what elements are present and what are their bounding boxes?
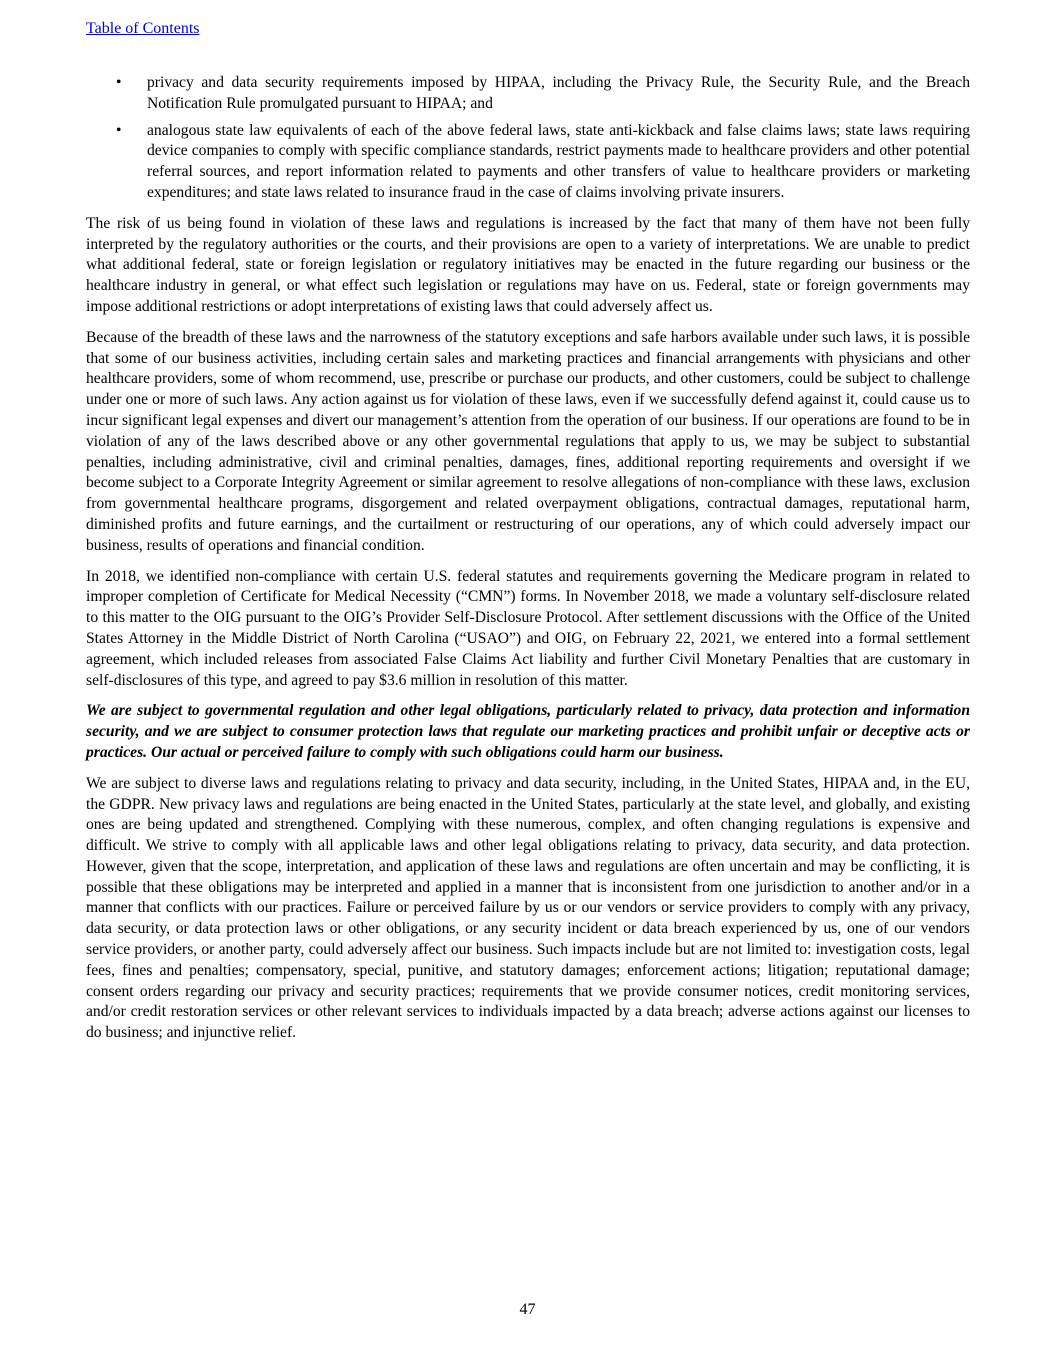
bullet-text: privacy and data security requirements imposed by HIPAA, including the Privacy Rule, the Security Rule, and the Breach Notification Rule promulgated pursuant to HIPAA; and: [147, 74, 970, 112]
bullet-list: [86, 73, 970, 204]
table-of-contents-link[interactable]: Table of Contents: [86, 20, 200, 37]
paragraph-privacy-laws: We are subject to diverse laws and regulations relating to privacy and data security, including, in the United States, HIPAA and, in the EU, the GDPR. New privacy laws and regulations are being enacted in the United States, particularly at the state level, and globally, and existing ones are being updated and strengthened. Complying with these numerous, complex, and often changing regulations is expensive and difficult. We strive to comply with all applicable laws and other legal obligations relating to privacy, data security, and data protection. However, given that the scope, interpretation, and application of these laws and regulations are often uncertain and may be conflicting, it is possible that these obligations may be interpreted and applied in a manner that is inconsistent from one jurisdiction to another and/or in a manner that conflicts with our practices. Failure or perceived failure by us or our vendors or service providers to comply with any privacy, data security, or data protection laws or other obligations, or any security incident or data breach experienced by us, one of our vendors service providers, or another party, could adversely affect our business. Such impacts include but are not limited to: investigation costs, legal fees, fines and penalties; compensatory, special, punitive, and statutory damages; enforcement actions; litigation; reputational damage; consent orders regarding our privacy and security practices; requirements that we provide consumer notices, credit monitoring services, and/or credit restoration services or other relevant services to individuals impacted by a data breach; adverse actions against our licenses to do business; and injunctive relief.: [86, 774, 970, 1042]
paragraph-cmn-settlement: In 2018, we identified non-compliance with certain U.S. federal statutes and requirements governing the Medicare program in related to improper completion of Certificate for Medical Necessity (“CMN”) forms. In November 2018, we made a voluntary self-disclosure related to this matter to the OIG pursuant to the OIG’s Provider Self-Disclosure Protocol. After settlement discussions with the Office of the United States Attorney in the Middle District of North Carolina (“USAO”) and OIG, on February 22, 2021, we entered into a formal settlement agreement, which included releases from associated False Claims Act liability and further Civil Monetary Penalties that are customary in self-disclosures of this type, and agreed to pay $3.6 million in resolution of this matter.: [86, 567, 970, 689]
page-content: [86, 73, 970, 1054]
list-item: [86, 73, 970, 115]
bullet-text: analogous state law equivalents of each of the above federal laws, state anti-kickback and false claims laws; state laws requiring device companies to comply with specific compliance standards, restrict payments made to healthcare providers and other potential referral sources, and report information related to payments and other transfers of value to healthcare providers or marketing expenditures; and state laws related to insurance fraud in the case of claims involving private insurers.: [147, 121, 970, 201]
paragraph-breadth-of-laws: Because of the breadth of these laws and the narrowness of the statutory exceptions and safe harbors available under such laws, it is possible that some of our business activities, including certain sales and marketing practices and financial arrangements with physicians and other healthcare providers, some of whom recommend, use, prescribe or purchase our products, and other customers, could be subject to challenge under one or more of such laws. Any action against us for violation of these laws, even if we successfully defend against it, could cause us to incur significant legal expenses and divert our management’s attention from the operation of our business. If our operations are found to be in violation of any of the laws described above or any other governmental regulations that apply to us, we may be subject to substantial penalties, including administrative, civil and criminal penalties, damages, fines, additional reporting requirements and oversight if we become subject to a Corporate Integrity Agreement or similar agreement to resolve allegations of non-compliance with these laws, exclusion from governmental healthcare programs, disgorgement and related overpayment obligations, contractual damages, reputational harm, diminished profits and future earnings, and the curtailment or restructuring of our operations, any of which could adversely impact our business, results of operations and financial condition.: [86, 328, 970, 554]
risk-factor-heading: We are subject to governmental regulation and other legal obligations, particularly related to privacy, data protection and information security, and we are subject to consumer protection laws that regulate our marketing practices and prohibit unfair or deceptive acts or practices. Our actual or perceived failure to comply with such obligations could harm our business.: [86, 702, 970, 761]
page-number: 47: [519, 1301, 536, 1318]
bullet-marker: •: [116, 74, 122, 91]
paragraph-regulatory-risk: The risk of us being found in violation of these laws and regulations is increased by the fact that many of them have not been fully interpreted by the regulatory authorities or the courts, and their provisions are open to a variety of interpretations. We are unable to predict what additional federal, state or foreign legislation or regulatory initiatives may be enacted in the future regarding our business or the healthcare industry in general, or what effect such legislation or regulations may have on us. Federal, state or foreign governments may impose additional restrictions or adopt interpretations of existing laws that could adversely affect us.: [86, 214, 970, 315]
list-item: [86, 121, 970, 204]
bullet-marker: •: [116, 121, 122, 139]
